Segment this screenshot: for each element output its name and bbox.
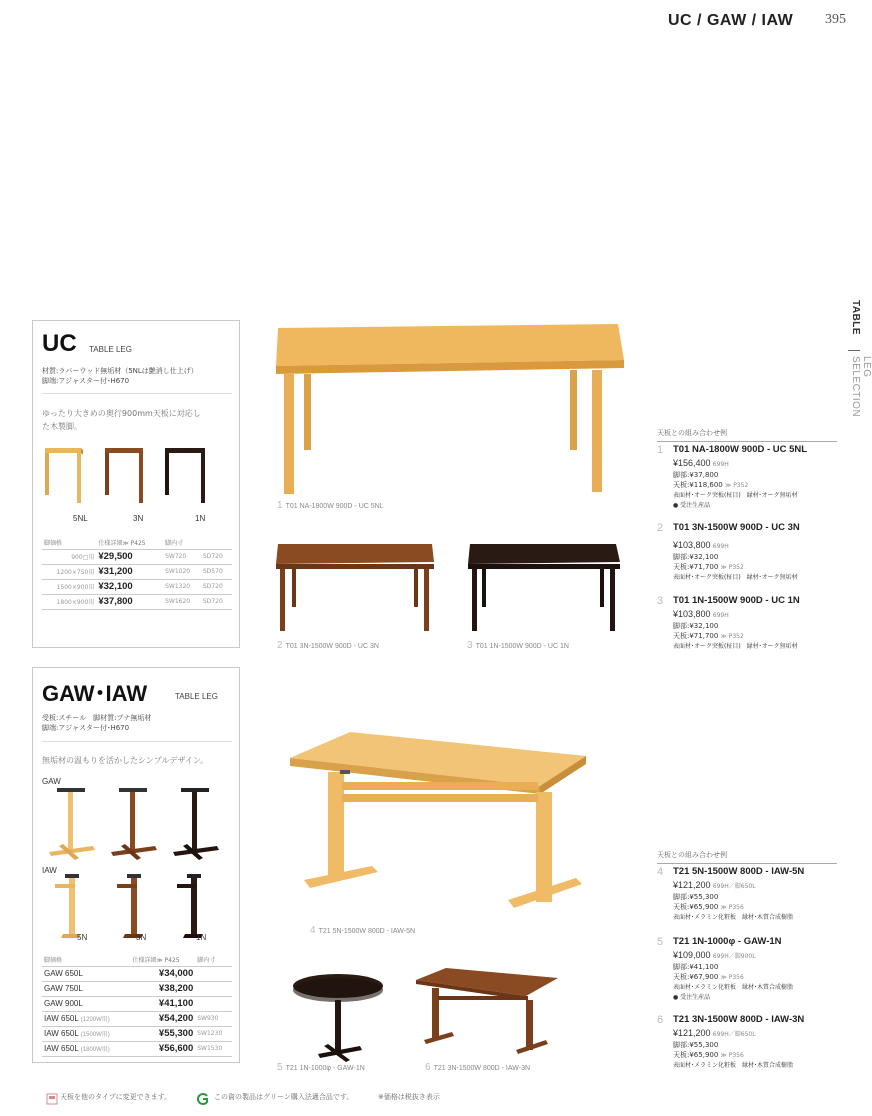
sw-cell: SW1620 — [163, 594, 201, 609]
sw-cell: SW1530 — [195, 1041, 232, 1056]
combo-number: 6 — [657, 1014, 664, 1026]
model-cell — [42, 1041, 130, 1056]
side-index-tab — [840, 300, 872, 440]
combo-leg-price: 脚部:¥32,100 — [673, 553, 719, 561]
combo-top-price: 天板:¥65,900 — [673, 903, 719, 911]
caption-number: 4 — [310, 925, 316, 936]
model-name: IAW 650L — [44, 1029, 79, 1038]
uc-price-table — [42, 537, 232, 610]
side-tab-table: TABLE — [850, 300, 861, 336]
size-cell: 1800×900用 — [42, 594, 96, 609]
product-image-5 — [290, 972, 386, 1062]
table-row — [42, 1011, 232, 1026]
combo-code: T01 1N-1500W 900D - UC 1N — [673, 595, 800, 606]
caption-text: T21 3N-1500W 800D - IAW-3N — [433, 1065, 531, 1072]
price-cell: ¥38,200 — [130, 981, 195, 996]
model-cell — [42, 1011, 130, 1026]
table-row — [42, 1041, 232, 1056]
product-image-2 — [272, 542, 442, 638]
uc-spec-panel — [32, 320, 240, 648]
combo-price-line — [673, 950, 793, 962]
gaw-leg-3n-image — [111, 788, 157, 860]
combo-ref: ≫ P352 — [720, 633, 744, 640]
model-name: IAW 650L — [44, 1014, 79, 1023]
combo-leg-price: 脚部:¥41,100 — [673, 963, 719, 971]
combo-number: 5 — [657, 936, 664, 948]
gaw-label: GAW — [42, 777, 61, 786]
gaw-subtitle: TABLE LEG — [175, 692, 218, 701]
combo-material: 表面材･メラミン化粧板 縁材･木質合成樹脂 — [673, 914, 794, 921]
gaw-description: 無垢材の温もりを活かしたシンプルデザイン。 — [42, 756, 209, 765]
combo-height: 699H／脚900L — [712, 953, 756, 960]
combo-height: 699H — [712, 461, 729, 468]
uc-leg-5nl-image — [45, 448, 83, 503]
product-image-3 — [464, 542, 626, 638]
combo-price: ¥121,200 — [673, 1028, 711, 1038]
combo-details — [673, 458, 798, 511]
model-name: GAW 900L — [44, 999, 83, 1008]
product-caption-6 — [425, 1062, 530, 1073]
side-tab-leg-selection: LEG SELECTION — [850, 356, 872, 418]
iaw-leg-label-1n: 1N — [196, 933, 207, 942]
model-cell — [42, 966, 130, 981]
table-header-cell: 脚内寸 — [195, 954, 232, 966]
iaw-leg-3n-image — [117, 874, 143, 938]
combo-code: T01 NA-1800W 900D - UC 5NL — [673, 444, 808, 455]
table-row — [42, 549, 232, 564]
combo-number: 3 — [657, 595, 664, 607]
price-cell: ¥29,500 — [96, 549, 163, 564]
combo-height: 699H — [712, 543, 729, 550]
combo-price: ¥103,800 — [673, 540, 711, 550]
uc-adjuster: 脚端:アジャスター付･H670 — [42, 377, 130, 385]
uc-leg-1n-image — [165, 448, 205, 503]
combo-material: 表面材･メラミン化粧板 縁材･木質合成樹脂 — [673, 1062, 794, 1069]
uc-divider — [42, 393, 232, 394]
combo-price-line — [673, 880, 793, 892]
size-cell: 900□用 — [42, 549, 96, 564]
table-row — [42, 996, 232, 1011]
combo-order-note: ● 受注生産品 — [673, 994, 711, 1001]
gaw-iaw-leg-illustrations — [41, 788, 231, 938]
caption-number: 5 — [277, 1062, 283, 1073]
uc-title: UC — [42, 330, 77, 357]
sw-cell: SW1020 — [163, 564, 201, 579]
table-row — [42, 594, 232, 609]
combo-height: 699H／脚650L — [712, 1031, 756, 1038]
combo-details — [673, 1028, 793, 1071]
iaw-leg-label-3n: 3N — [136, 933, 147, 942]
uc-leg-label-5nl: 5NL — [73, 514, 88, 523]
tabletop-change-icon — [46, 1093, 58, 1105]
combo-order-note: ● 受注生産品 — [673, 502, 711, 509]
sw-cell — [195, 981, 232, 996]
table-header-cell: 仕様詳細≫ P425 — [130, 954, 195, 966]
iaw-leg-label-5n: 5N — [77, 933, 88, 942]
model-name: IAW 650L — [44, 1044, 79, 1053]
table-header-row — [42, 537, 232, 549]
combo-price-line — [673, 458, 798, 470]
combo-price-line — [673, 1028, 793, 1040]
model-cell — [42, 1026, 130, 1041]
model-note: (1500W用) — [80, 1032, 110, 1038]
size-cell: 1500×900用 — [42, 579, 96, 594]
sw-cell: SW720 — [163, 549, 201, 564]
caption-text: T01 3N-1500W 900D - UC 3N — [285, 643, 379, 650]
footer-note-tax: ※価格は税抜き表示 — [378, 1093, 440, 1101]
model-cell — [42, 981, 130, 996]
combo-material: 表面材･オーク突板(柾目) 縁材･オーク無垢材 — [673, 492, 798, 499]
table-row — [42, 981, 232, 996]
combo-height: 699H — [712, 612, 729, 619]
price-cell: ¥37,800 — [96, 594, 163, 609]
combo-top-line — [673, 480, 798, 491]
product-caption-2 — [277, 640, 379, 651]
caption-text: T01 1N-1500W 900D - UC 1N — [475, 643, 569, 650]
sw-cell: SW1230 — [195, 1026, 232, 1041]
combo-ref: ≫ P356 — [720, 904, 744, 911]
combo-number: 4 — [657, 866, 664, 878]
caption-number: 6 — [425, 1062, 431, 1073]
gaw-divider — [42, 741, 232, 742]
product-image-1 — [270, 320, 630, 500]
product-caption-3 — [467, 640, 569, 651]
green-purchase-icon — [196, 1093, 210, 1105]
model-name: GAW 750L — [44, 984, 83, 993]
product-image-6 — [412, 966, 560, 1060]
combo-ref: ≫ P356 — [720, 974, 744, 981]
caption-number: 2 — [277, 640, 283, 651]
iaw-leg-5n-image — [55, 874, 81, 938]
combo-top-price: 天板:¥118,600 — [673, 481, 723, 489]
page-number: 395 — [825, 12, 846, 27]
sd-cell: SD720 — [201, 549, 232, 564]
combination-heading-uc: 天板との組み合わせ例 — [657, 428, 837, 442]
caption-text: T01 NA-1800W 900D - UC 5NL — [285, 503, 384, 510]
combo-top-price: 天板:¥71,700 — [673, 632, 719, 640]
combo-top-line — [673, 902, 793, 913]
model-note: (1800W用) — [80, 1047, 110, 1053]
combo-price: ¥109,000 — [673, 950, 711, 960]
combo-ref: ≫ P352 — [720, 564, 744, 571]
gaw-adjuster: 脚端:アジャスター付･H670 — [42, 724, 130, 732]
combo-price: ¥103,800 — [673, 609, 711, 619]
price-cell: ¥54,200 — [130, 1011, 195, 1026]
sw-cell: SW1320 — [163, 579, 201, 594]
footer-note-tabletop: 天板を他のタイプに変更できます。 — [60, 1093, 172, 1101]
combo-leg-price: 脚部:¥37,800 — [673, 471, 719, 479]
sd-cell: SD570 — [201, 564, 232, 579]
product-caption-5 — [277, 1062, 365, 1073]
gaw-material: 受板:スチール 脚材質:ブナ無垢材 — [42, 714, 152, 722]
combo-code: T21 1N-1000φ - GAW-1N — [673, 936, 782, 947]
price-cell: ¥55,300 — [130, 1026, 195, 1041]
model-name: GAW 650L — [44, 969, 83, 978]
combo-number: 2 — [657, 522, 664, 534]
combo-price-line — [673, 540, 798, 552]
price-cell: ¥34,000 — [130, 966, 195, 981]
combo-ref: ≫ P356 — [720, 1052, 744, 1059]
sd-cell: SD720 — [201, 594, 232, 609]
uc-description-2: た木製脚。 — [42, 422, 82, 431]
combo-details — [673, 950, 793, 1003]
combo-top-line — [673, 562, 798, 573]
model-cell — [42, 996, 130, 1011]
combo-price: ¥121,200 — [673, 880, 711, 890]
combo-top-price: 天板:¥67,900 — [673, 973, 719, 981]
sw-cell: SW930 — [195, 1011, 232, 1026]
combo-code: T21 3N-1500W 800D - IAW-3N — [673, 1014, 805, 1025]
combo-price-line — [673, 609, 798, 621]
price-cell: ¥41,100 — [130, 996, 195, 1011]
combo-code: T21 5N-1500W 800D - IAW-5N — [673, 866, 805, 877]
sw-cell — [195, 996, 232, 1011]
product-caption-4 — [310, 925, 415, 936]
table-row — [42, 1026, 232, 1041]
gaw-price-table — [42, 954, 232, 1057]
sd-cell: SD720 — [201, 579, 232, 594]
table-header-cell: 仕様詳細≫ P425 — [96, 537, 163, 549]
gaw-title: GAW･IAW — [42, 681, 148, 706]
combo-details — [673, 880, 793, 923]
product-caption-1 — [277, 500, 384, 511]
combo-top-line — [673, 972, 793, 983]
combo-top-price: 天板:¥65,900 — [673, 1051, 719, 1059]
page-title: UC / GAW / IAW — [668, 12, 794, 29]
combo-details — [673, 609, 798, 652]
product-image-4 — [286, 728, 590, 928]
uc-leg-label-3n: 3N — [133, 514, 144, 523]
combo-leg-price: 脚部:¥55,300 — [673, 1041, 719, 1049]
combo-top-line — [673, 631, 798, 642]
table-row — [42, 579, 232, 594]
uc-leg-3n-image — [105, 448, 143, 503]
combo-leg-price: 脚部:¥55,300 — [673, 893, 719, 901]
combo-height: 699H／脚650L — [712, 883, 756, 890]
gaw-leg-5n-image — [49, 788, 95, 860]
combo-leg-price: 脚部:¥32,100 — [673, 622, 719, 630]
price-cell: ¥56,600 — [130, 1041, 195, 1056]
combo-material: 表面材･オーク突板(柾目) 縁材･オーク無垢材 — [673, 574, 798, 581]
uc-description-1: ゆったり大きめの奥行900mm天板に対応し — [42, 409, 201, 418]
table-header-cell: 脚価格 — [42, 537, 96, 549]
gaw-iaw-spec-panel — [32, 667, 240, 1063]
caption-text: T21 5N-1500W 800D - IAW-5N — [318, 928, 416, 935]
combo-price: ¥156,400 — [673, 458, 711, 468]
uc-material: 材質:ラバーウッド無垢材（5NLは艶消し仕上げ） — [42, 367, 198, 375]
table-row — [42, 966, 232, 981]
combination-heading-iaw: 天板との組み合わせ例 — [657, 850, 837, 864]
uc-leg-label-1n: 1N — [195, 514, 206, 523]
combo-top-line — [673, 1050, 793, 1061]
combo-details — [673, 540, 798, 583]
table-header-cell: 脚内寸 — [163, 537, 232, 549]
table-row — [42, 564, 232, 579]
combo-ref: ≫ P352 — [725, 482, 749, 489]
table-header-cell: 脚価格 — [42, 954, 130, 966]
footer-note-green: この資の製品はグリーン購入法適合品です。 — [214, 1093, 354, 1101]
combo-material: 表面材･オーク突板(柾目) 縁材･オーク無垢材 — [673, 643, 798, 650]
combo-code: T01 3N-1500W 900D - UC 3N — [673, 522, 800, 533]
side-tab-divider — [848, 350, 860, 351]
iaw-label: IAW — [42, 866, 57, 875]
model-note: (1200W用) — [80, 1017, 110, 1023]
gaw-leg-1n-image — [173, 788, 219, 860]
combo-number: 1 — [657, 444, 664, 456]
combo-material: 表面材･メラミン化粧板 縁材･木質合成樹脂 — [673, 984, 794, 991]
sw-cell — [195, 966, 232, 981]
table-header-row — [42, 954, 232, 966]
price-cell: ¥32,100 — [96, 579, 163, 594]
price-cell: ¥31,200 — [96, 564, 163, 579]
iaw-leg-1n-image — [177, 874, 203, 938]
caption-text: T21 1N-1000φ - GAW-1N — [285, 1065, 365, 1072]
uc-subtitle: TABLE LEG — [89, 345, 132, 354]
caption-number: 3 — [467, 640, 473, 651]
combo-top-price: 天板:¥71,700 — [673, 563, 719, 571]
caption-number: 1 — [277, 500, 283, 511]
size-cell: 1200×750用 — [42, 564, 96, 579]
